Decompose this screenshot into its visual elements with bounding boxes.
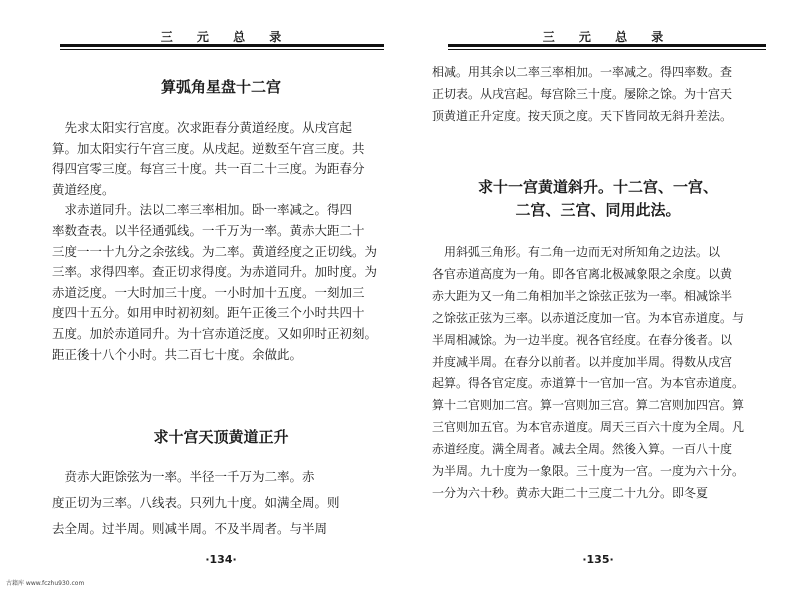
left-section-1-line: 三度一一十九分之余弦线。为二率。黄道经度之正切线。为 xyxy=(52,243,378,259)
right-section-title-line-2: 二宫、三宫、同用此法。 xyxy=(515,201,681,219)
right-section-line: 为半周。九十度为一象限。三十度为一宫。一度为六十分。 xyxy=(432,464,745,479)
right-section-line: 之馀弦正弦为三率。以赤道泛度加一官。为本官赤道度。与 xyxy=(432,310,745,325)
left-section-1-line: 五度。加於赤道同升。为十宫赤道泛度。又如卯时正初刻。 xyxy=(52,325,378,341)
left-section-title-2: 求十宫天顶黄道正升 xyxy=(153,428,289,446)
left-section-2-body xyxy=(52,464,390,542)
right-section-line: 赤大距为又一角二角相加半之馀弦正弦为一率。相减馀半 xyxy=(432,288,733,303)
right-section-line: 各官赤道高度为一角。即各官离北极减象限之余度。以黄 xyxy=(432,266,733,281)
right-top-body xyxy=(432,62,772,128)
right-section-line: 并度减半周。在春分以前者。以并度加半周。得数从戌宫 xyxy=(432,354,733,369)
left-section-1-line: 距正後十八个小时。共二百七十度。余做此。 xyxy=(52,346,303,362)
right-top-line: 正切表。从戌宫起。每宫除三十度。屡除之馀。为十宫天 xyxy=(432,86,733,101)
right-section-line: 用斜弧三角形。有二角一边而无对所知角之边法。以 xyxy=(432,245,721,259)
left-section-1-line: 先求太阳实行宫度。次求距春分黄道经度。从戌宫起 xyxy=(52,120,353,135)
left-section-1-body xyxy=(52,118,390,365)
right-running-head: 三 元 总 录 xyxy=(542,30,674,44)
left-running-head: 三 元 总 录 xyxy=(160,30,292,44)
left-header-rule xyxy=(60,44,384,50)
left-section-1-line: 度四十五分。如用申时初初刻。距午正後三个小时共四十 xyxy=(52,305,365,321)
site-watermark: 古籍库 www.fczhu930.com xyxy=(6,580,85,587)
right-section-line: 一分为六十秒。黄赤大距二十三度二十九分。即冬夏 xyxy=(432,485,709,500)
left-section-1-line: 黄道经度。 xyxy=(52,181,115,197)
left-section-1-line: 得四宫零三度。每宫三十度。共一百二十三度。为距春分 xyxy=(52,161,365,177)
right-section-line: 赤道经度。满全周者。减去全周。然後入算。一百八十度 xyxy=(432,442,733,457)
right-section-line: 半周相减馀。为一边半度。视各官经度。在春分後者。以 xyxy=(432,332,733,347)
left-page xyxy=(52,0,390,592)
right-page xyxy=(424,0,772,592)
left-section-1-line: 求赤道同升。法以二率三率相加。卧一率减之。得四 xyxy=(52,202,353,218)
right-section-body xyxy=(432,242,772,505)
left-section-2-line: 度正切为三率。八线表。只列九十度。如满全周。则 xyxy=(52,495,340,510)
left-section-2-line: 去全周。过半周。则减半周。不及半周者。与半周 xyxy=(52,521,328,536)
left-section-title-1: 算弧角星盘十二宫 xyxy=(160,78,281,96)
left-page-number: ·134· xyxy=(205,553,237,566)
right-top-line: 顶黄道正升定度。按天顶之度。天下皆同故无斜升差法。 xyxy=(432,108,733,123)
right-header-rule xyxy=(448,44,766,50)
right-page-number: ·135· xyxy=(582,553,614,566)
left-section-1-line: 三率。求得四率。查正切求得度。为赤道同升。加时度。为 xyxy=(52,264,378,280)
left-section-1-line: 率数查表。以半径通弧线。一千万为一率。黄赤大距二十 xyxy=(52,222,365,238)
right-section-line: 三官则加五官。为本官赤道度。周天三百六十度为全周。凡 xyxy=(432,420,745,435)
left-section-1-line: 赤道泛度。一大时加三十度。一小时加十五度。一刻加三 xyxy=(52,284,365,300)
right-top-line: 相减。用其余以二率三率相加。一率减之。得四率数。查 xyxy=(432,65,733,79)
left-section-1-line: 算。加太阳实行午宫三度。从戌起。逆数至午宫三度。共 xyxy=(52,140,365,156)
right-section-line: 起算。得各官定度。赤道算十一官加一宫。为本官赤道度。 xyxy=(432,376,745,391)
right-section-title-line-1: 求十一宫黄道斜升。十二宫、一宫、 xyxy=(477,178,718,196)
right-section-line: 算十二官则加二宫。算一宫则加三宫。算二宫则加四宫。算 xyxy=(432,398,745,413)
left-section-2-line: 贲赤大距馀弦为一率。半径一千万为二率。赤 xyxy=(52,469,315,484)
